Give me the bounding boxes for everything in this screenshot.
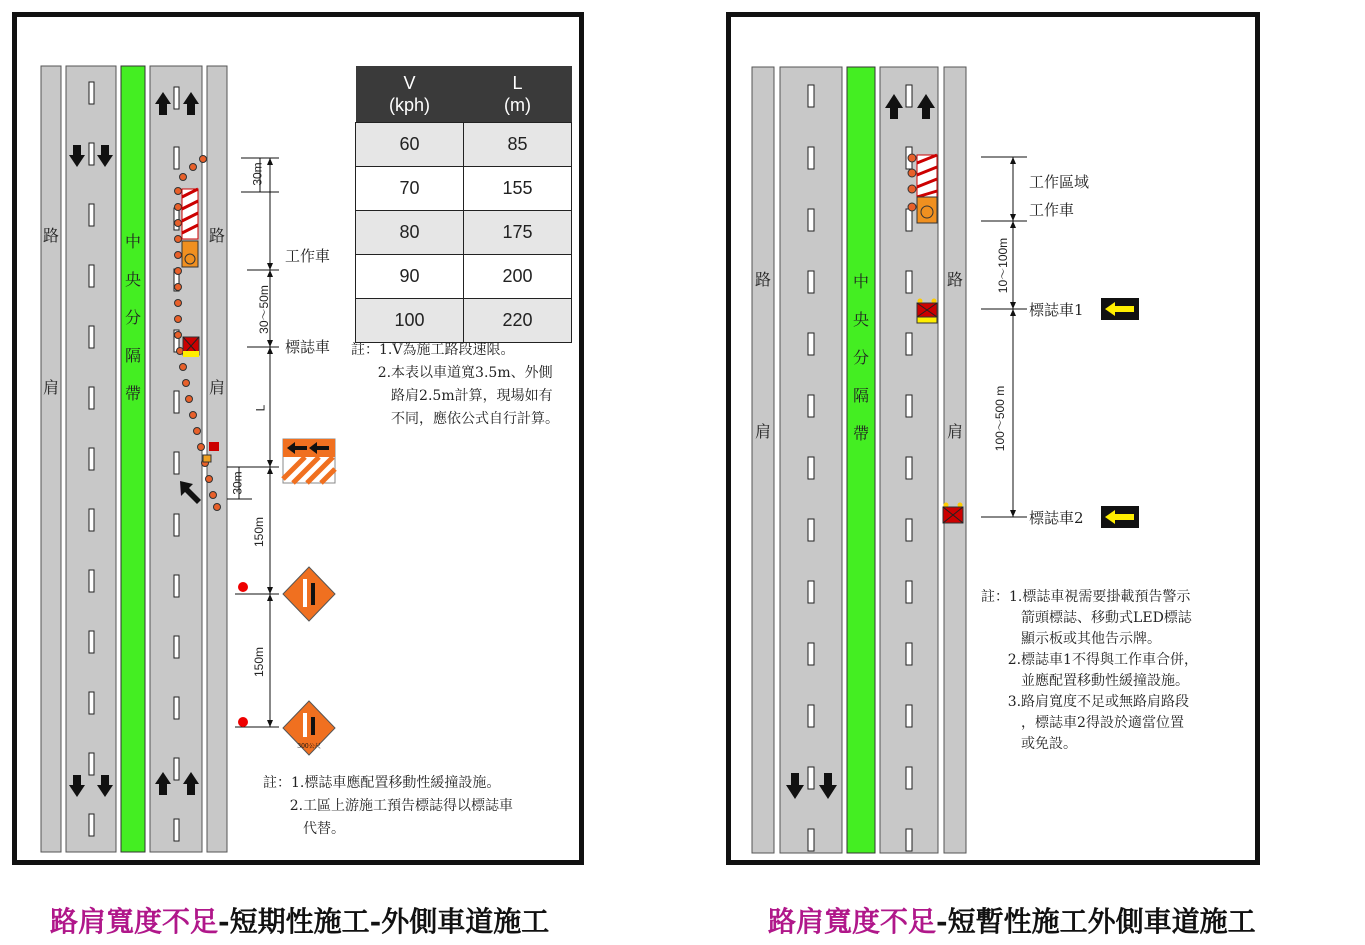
lane-marking	[89, 814, 94, 836]
lane-marking	[174, 575, 179, 597]
left-arrow-sign-icon	[1101, 298, 1139, 320]
lane-marking	[89, 631, 94, 653]
right-diagram-panel	[726, 12, 1260, 865]
lane-marking	[174, 758, 179, 780]
lane-marking	[906, 85, 912, 107]
lane-marking	[906, 581, 912, 603]
table-header-v: V (kph)	[356, 66, 464, 123]
table-row: 90 200	[356, 255, 572, 299]
lane-marking	[906, 519, 912, 541]
dim-30-50m: 30～50m	[256, 285, 271, 334]
lane-marking	[906, 767, 912, 789]
dim-30m-top: 30m	[250, 162, 265, 186]
sign-distance-text: 300公尺	[297, 743, 321, 750]
lane-marking	[808, 209, 814, 231]
lane-marking	[906, 705, 912, 727]
dim-L: L	[253, 404, 268, 412]
lane-marking	[174, 391, 179, 413]
lane-marking	[906, 395, 912, 417]
median-label: 中 央 分 隔 帶	[852, 272, 869, 443]
left-shoulder-label: 路 肩	[754, 270, 771, 441]
traffic-cone-icon	[214, 504, 221, 511]
lane-marking	[808, 85, 814, 107]
sign-vehicle-label: 標誌車	[285, 338, 331, 356]
work-vehicle-label: 工作車	[285, 247, 331, 265]
lane-marking	[89, 692, 94, 714]
traffic-cone-icon	[206, 476, 213, 483]
lane-marking	[808, 829, 814, 851]
traffic-cone-icon	[175, 204, 182, 211]
table-row: 70 155	[356, 167, 572, 211]
table-row: 80 175	[356, 211, 572, 255]
dim-150m-a: 150m	[252, 516, 267, 548]
lane-marking	[89, 570, 94, 592]
lane-marking	[174, 452, 179, 474]
bottom-note: 註：1.標誌車應配置移動性緩撞設施。 2.工區上游施工預告標誌得以標誌車 代替。	[263, 775, 514, 837]
traffic-cone-icon	[186, 396, 193, 403]
lane-marking	[174, 87, 179, 109]
lane-marking	[906, 457, 912, 479]
lane-marking	[808, 395, 814, 417]
left-shoulder-label: 路 肩	[42, 226, 59, 397]
work-zone-label: 工作區域	[1029, 173, 1090, 191]
lane-marking	[906, 333, 912, 355]
speed-length-table	[355, 66, 572, 343]
traffic-cone-icon	[175, 268, 182, 275]
lane-marking	[89, 204, 94, 226]
right-shoulder-label: 路 肩	[208, 226, 225, 397]
lane-marking	[89, 509, 94, 531]
sign-vehicle-icon	[183, 337, 199, 357]
dim-100-500m: 100～500 m	[993, 385, 1008, 452]
lane-marking	[808, 271, 814, 293]
lane-marking	[174, 697, 179, 719]
traffic-cone-icon	[194, 428, 201, 435]
traffic-cone-icon	[175, 236, 182, 243]
lane-marking	[89, 326, 94, 348]
traffic-cone-icon	[198, 444, 205, 451]
work-vehicle-label: 工作車	[1029, 201, 1075, 219]
lane-marking	[174, 636, 179, 658]
traffic-cone-icon	[175, 316, 182, 323]
lane-marking	[808, 643, 814, 665]
table-header-l: L (m)	[464, 66, 572, 123]
traffic-cone-icon	[175, 300, 182, 307]
left-caption: 路肩寬度不足-短期性施工-外側車道施工	[50, 905, 550, 938]
lane-closed-sign-icon	[283, 701, 335, 755]
lane-marking	[808, 705, 814, 727]
table-note: 註：1.V為施工路段速限。 2.本表以車道寬3.5m、外側 路肩2.5m計算，現場如有 不同，應依公式自行計算。	[351, 342, 560, 427]
lane-marking	[906, 643, 912, 665]
traffic-cone-icon	[175, 332, 182, 339]
lane-marking	[906, 209, 912, 231]
right-note: 註：1.標誌車視需要掛載預告警示 箭頭標誌、移動式LED標誌 顯示板或其他告示牌。 2.標誌車1不得與工作車合併， 並應配置移動性緩撞設施。 3.路肩寬度不足或無路肩路段 ，標誌車2得設於適當位置 或免設。	[981, 589, 1198, 752]
lane-marking	[89, 753, 94, 775]
traffic-cone-icon	[180, 364, 187, 371]
dim-10-100m: 10～100m	[996, 237, 1011, 294]
lane-marking	[808, 333, 814, 355]
traffic-cone-icon	[210, 492, 217, 499]
sign-vehicle-1-label: 標誌車1	[1029, 301, 1084, 319]
traffic-cone-icon	[175, 188, 182, 195]
warning-light-icon	[238, 717, 248, 727]
traffic-cone-icon	[175, 220, 182, 227]
lane-marking	[906, 829, 912, 851]
lane-marking	[808, 147, 814, 169]
warning-light-icon	[238, 582, 248, 592]
traffic-cone-icon	[200, 156, 207, 163]
dim-30m-taper: 30m	[230, 471, 245, 495]
lane-marking	[906, 271, 912, 293]
left-diagram-panel	[12, 12, 584, 865]
traffic-cone-icon	[180, 174, 187, 181]
lane-marking	[808, 519, 814, 541]
lane-marking	[89, 387, 94, 409]
lane-marking	[89, 82, 94, 104]
table-row: 100 220	[356, 299, 572, 343]
work-vehicle-icon	[182, 189, 198, 267]
lane-marking	[808, 767, 814, 789]
traffic-cone-icon	[190, 412, 197, 419]
warning-flag-icon	[209, 442, 219, 451]
traffic-cone-icon	[175, 252, 182, 259]
traffic-cone-icon	[183, 380, 190, 387]
sign-vehicle-2-label: 標誌車2	[1029, 509, 1084, 527]
lane-marking	[174, 514, 179, 536]
median-label: 中 央 分 隔 帶	[124, 232, 141, 403]
lane-marking	[174, 819, 179, 841]
table-row: 60 85	[356, 123, 572, 167]
arrow-board-icon	[283, 439, 335, 483]
traffic-cone-icon	[177, 348, 184, 355]
lane-marking	[174, 147, 179, 169]
traffic-cone-icon	[190, 164, 197, 171]
lane-marking	[808, 581, 814, 603]
traffic-cone-icon	[175, 284, 182, 291]
lane-marking	[89, 143, 94, 165]
lane-closed-sign-icon	[283, 567, 335, 621]
right-caption: 路肩寬度不足-短暫性施工外側車道施工	[768, 905, 1256, 938]
right-shoulder-label: 路 肩	[946, 270, 963, 441]
lane-marking	[89, 265, 94, 287]
left-arrow-sign-icon	[1101, 506, 1139, 528]
lane-marking	[808, 457, 814, 479]
dim-150m-b: 150m	[252, 646, 267, 678]
lane-marking	[89, 448, 94, 470]
